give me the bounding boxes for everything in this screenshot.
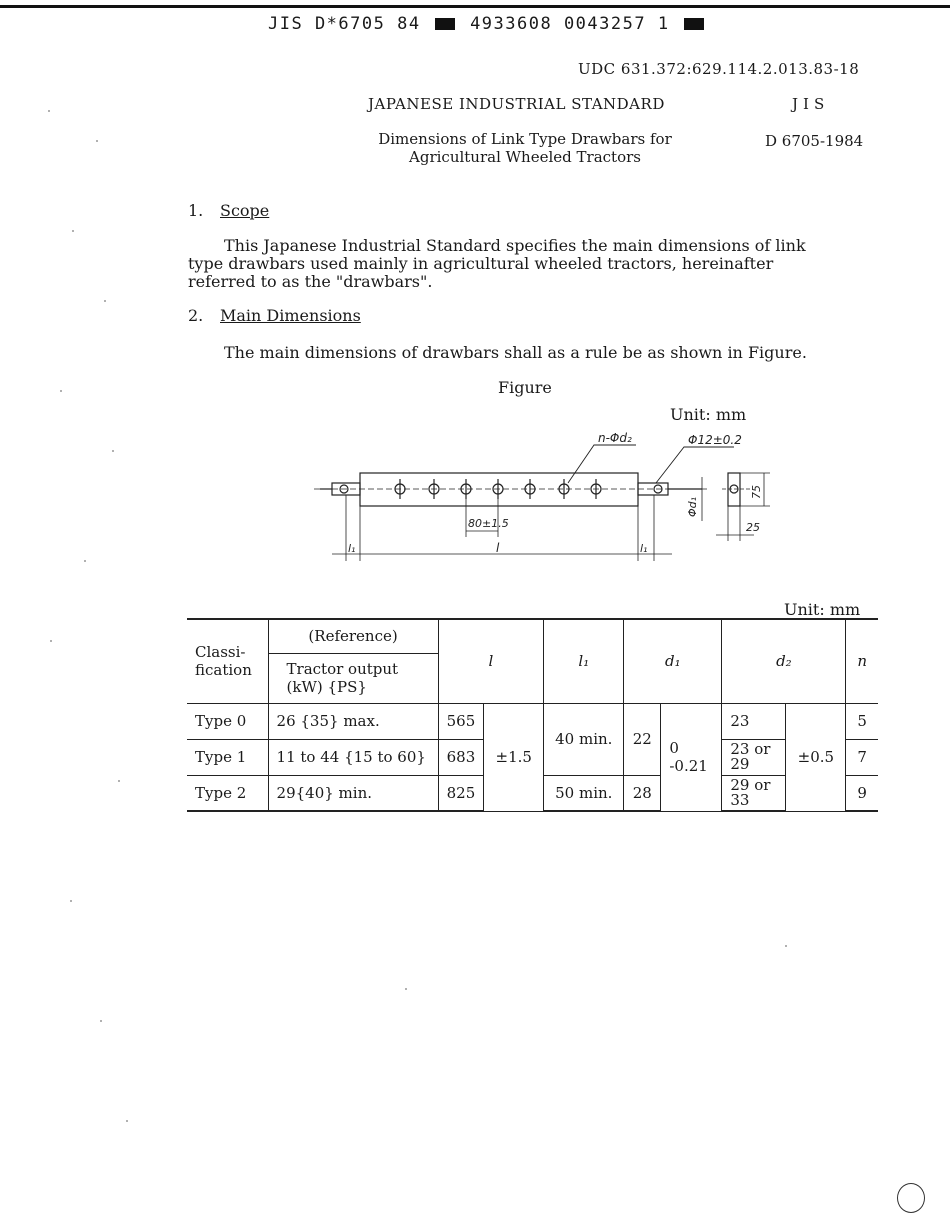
- row-output: 26 {35} max.: [268, 703, 438, 739]
- row-n: 7: [846, 739, 878, 775]
- row-d1: 22: [624, 703, 661, 775]
- d2-tolerance: ±0.5: [786, 703, 846, 811]
- length-label: l: [496, 541, 500, 555]
- section-title: Main Dimensions: [220, 306, 361, 325]
- table-row: [187, 703, 878, 739]
- header-classification: Classi-fication: [187, 619, 268, 703]
- table-unit: Unit: mm: [784, 600, 861, 619]
- scope-paragraph: This Japanese Industrial Standard specifies the main dimensions of link type drawbars used mainly in agricultural wheeled tractors, hereinafter referred to as the "drawbars".: [188, 236, 806, 291]
- row-output: 29{40} min.: [268, 775, 438, 811]
- figure-unit: Unit: mm: [670, 405, 747, 424]
- header-tractor-output: Tractor output (kW) {PS}: [268, 653, 438, 703]
- catalog-code: [268, 14, 707, 34]
- page-corner-mark: [897, 1183, 925, 1213]
- row-n: 5: [846, 703, 878, 739]
- row-d2: 23: [722, 703, 786, 739]
- jis-mark: JIS: [792, 95, 830, 113]
- width-label: 25: [746, 521, 760, 534]
- row-l1: 50 min.: [544, 775, 624, 811]
- document-title: [340, 130, 710, 166]
- section-number: 2.: [188, 306, 204, 325]
- row-l: 683: [438, 739, 484, 775]
- header-l: l: [438, 619, 544, 703]
- standard-title: JAPANESE INDUSTRIAL STANDARD: [368, 95, 665, 113]
- header-l1: l₁: [544, 619, 624, 703]
- row-d1: 28: [624, 775, 661, 811]
- diameter-label: Φd₁: [686, 496, 699, 517]
- row-l: 565: [438, 703, 484, 739]
- end-label-left: l₁: [348, 542, 356, 555]
- row-d2: 29 or 33: [722, 775, 786, 811]
- row-type: Type 1: [187, 739, 268, 775]
- holes-leader: [568, 445, 636, 483]
- pin-label: Φ12±0.2: [688, 433, 742, 447]
- drawbar-figure: [310, 425, 790, 570]
- black-block-mark: [684, 18, 704, 30]
- row-l1: 40 min.: [544, 703, 624, 775]
- section-heading-main-dimensions: [188, 306, 361, 325]
- pitch-label: 80±1.5: [468, 517, 509, 530]
- section-title: Scope: [220, 201, 270, 220]
- row-n: 9: [846, 775, 878, 811]
- udc-number: UDC 631.372:629.114.2.013.83-18: [578, 60, 860, 78]
- document-number: D 6705-1984: [765, 132, 864, 150]
- end-label-right: l₁: [640, 542, 648, 555]
- section-heading-scope: [188, 201, 269, 220]
- header-reference: (Reference): [268, 619, 438, 653]
- catalog-code-part2: 4933608 0043257 1: [470, 14, 670, 34]
- figure-caption: Figure: [498, 378, 552, 397]
- l-tolerance: ±1.5: [484, 703, 544, 811]
- pin-leader: [656, 447, 734, 483]
- header-d1: d₁: [624, 619, 722, 703]
- row-l: 825: [438, 775, 484, 811]
- header-d2: d₂: [722, 619, 846, 703]
- dimensions-table: [187, 618, 878, 812]
- section-number: 1.: [188, 201, 204, 220]
- document-title-line1: Dimensions of Link Type Drawbars for: [378, 130, 672, 148]
- document-title-line2: Agricultural Wheeled Tractors: [409, 148, 641, 166]
- black-block-mark: [435, 18, 455, 30]
- row-d2: 23 or 29: [722, 739, 786, 775]
- row-type: Type 0: [187, 703, 268, 739]
- header-n: n: [846, 619, 878, 703]
- top-border: [0, 5, 950, 8]
- row-type: Type 2: [187, 775, 268, 811]
- main-dimensions-paragraph: The main dimensions of drawbars shall as a rule be as shown in Figure.: [224, 343, 807, 362]
- height-label: 75: [750, 485, 763, 499]
- d1-tolerance: 0 -0.21: [661, 703, 722, 811]
- row-output: 11 to 44 {15 to 60}: [268, 739, 438, 775]
- holes-label: n-Φd₂: [598, 431, 632, 445]
- catalog-code-part1: JIS D*6705 84: [268, 14, 421, 34]
